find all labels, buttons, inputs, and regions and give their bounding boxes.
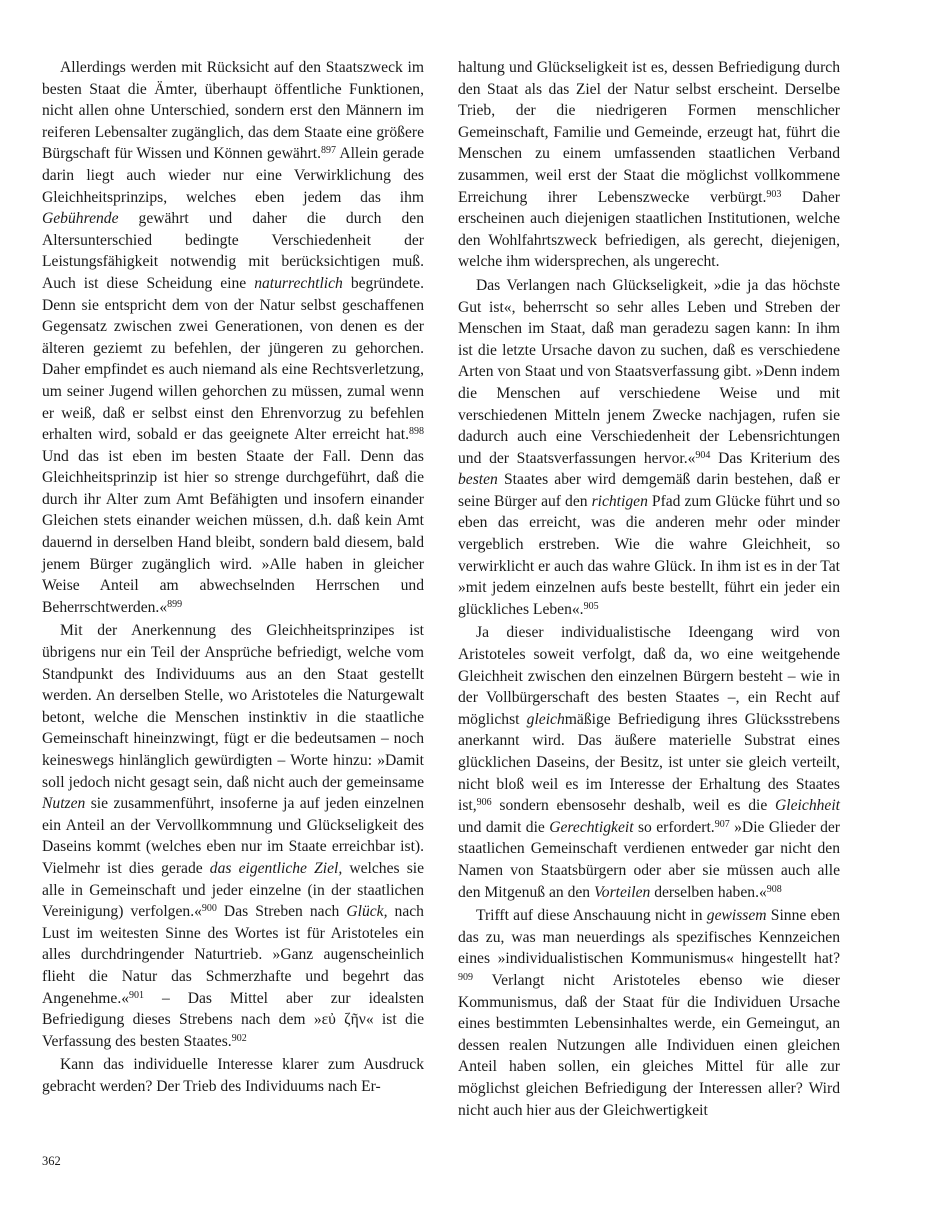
paragraph xyxy=(458,622,840,903)
emphasized-text: richtigen xyxy=(591,492,648,510)
paragraph xyxy=(42,1054,424,1097)
text-run: haltung und Glückseligkeit ist es, dessen Befriedigung durch den Staat als das Ziel der Natur selbst erscheint. Derselbe Trieb, der die niedrigeren Formen menschlicher Gemeinschaft, Familie und Gemeinde, erzeugt hat, führt die Menschen zu einem umfassenden staatlichen Verband zusammen, weil erst der Staat die möglichst vollkommene Erreichung ihrer Lebenszwecke verbürgt. xyxy=(458,59,840,206)
footnote-marker: 902 xyxy=(231,1032,247,1044)
emphasized-text: gewissem xyxy=(706,907,767,925)
text-run: Das Streben nach xyxy=(216,903,347,921)
emphasized-text: das eigentliche Ziel, xyxy=(209,859,343,877)
footnote-marker: 905 xyxy=(583,600,599,612)
text-run: begründete. Denn sie entspricht dem von der Natur selbst geschaffenen Gegensatz zwischen zwei Generationen, von denen es der älteren geziemt zu befehlen, der jüngeren zu gehorchen. Daher empfindet es auch niemand als eine Rechtsverletzung, um seiner Jugend willen gehorchen zu müssen, zumal wenn er weiß, daß er selbst einst den Ehrenvorzug zu befehlen erhalten wird, sobald er das geeignete Alter erreicht hat. xyxy=(42,274,424,444)
left-text-column xyxy=(42,57,424,1098)
text-run: Staates aber wird demgemäß darin bestehen, daß er seine Bürger auf den xyxy=(458,471,840,510)
text-run: so erfordert. xyxy=(633,818,715,836)
emphasized-text: Vorteilen xyxy=(593,883,651,901)
text-run: mäßige Befriedigung ihres Glücksstrebens anerkannt wird. Das äußere materielle Substrat eines glücklichen Daseins, der Besitz, ist unter sie gleich verteilt, nicht bloß weil es im Interesse der Erhaltung des Staates ist, xyxy=(458,710,841,815)
emphasized-text: Gleichheit xyxy=(775,797,840,815)
footnote-marker: 901 xyxy=(129,989,145,1001)
text-run: nach Lust im weitesten Sinne des Wortes ist für Aristoteles ein alles durchdringender Naturtrieb. »Ganz augenscheinlich flieht die Natur das Schmerzhafte und begehrt das Angenehme.« xyxy=(42,903,424,1007)
emphasized-text: gleich xyxy=(526,710,565,728)
text-run: Das Kriterium des xyxy=(710,449,840,467)
footnote-marker: 904 xyxy=(695,449,711,461)
text-run: welches sie alle in Gemeinschaft und jeder einzelne (in der staatlichen Vereinigung) verfolgen.« xyxy=(42,859,425,921)
footnote-marker: 907 xyxy=(714,818,730,830)
text-run: Das Verlangen nach Glückseligkeit, »die ja das höchste Gut ist«, beherrscht so sehr alles Leben und Streben der Menschen im Staat, daß man geradezu sagen kann: In ihm ist die letzte Ursache davon zu suchen, daß es verschiedene Arten von Staat und von Staatsverfassung gibt. »Denn indem die Menschen auf verschiedene Weise und mit verschiedenen Mitteln jenem Zwecke nachjagen, rufen sie dadurch auch eine Verschiedenheit der Lebensrichtungen und der Staatsverfassungen hervor.« xyxy=(458,276,840,467)
text-run: und damit die xyxy=(458,818,550,836)
emphasized-text: Nutzen xyxy=(42,795,86,813)
text-run: Ja dieser individualistische Ideengang wird von Aristoteles soweit verfolgt, daß da, wo eine weitgehende Gleichheit zwischen den einzelnen Bürgern besteht – wie in der Vollbürgerschaft des besten Staates –, ein Recht auf möglichst xyxy=(458,624,840,728)
text-run: Sinne eben das zu, was man neuerdings als spezifisches Kennzeichen eines »individualistischen Kommunismus« hingestellt hat? xyxy=(458,907,840,968)
text-run: – Das Mittel aber zur idealsten Befriedigung dieses Strebens nach dem »εὐ ζῆν« ist die Verfassung des besten Staates. xyxy=(42,989,424,1050)
footnote-marker: 900 xyxy=(201,903,217,915)
footnote-marker: 899 xyxy=(167,598,183,610)
footnote-marker: 909 xyxy=(458,971,473,983)
text-run: Mit der Anerkennung des Gleichheitsprinzipes ist übrigens nur ein Teil der Ansprüche befriedigt, welche vom Standpunkt des Individuums aus an den Staat gestellt werden. An derselben Stelle, wo Aristoteles die Naturgewalt betont, welche die Menschen instinktiv in die staatliche Gemeinschaft hineinzwingt, fügt er die bedeutsamen – noch keineswegs hinlänglich gewürdigten – Worte hinzu: »Damit soll jedoch nicht gesagt sein, daß nicht auch der gemeinsame xyxy=(42,622,424,791)
text-run: Pfad zum Glücke führt und so eben das erreicht, was die anderen mehr oder minder vergeblich erstreben. Wie die wahre Gleichheit, so verwirklicht er auch das wahre Glück. In ihm ist es in der Tat »mit jedem einzelnen aufs beste bestellt, führt ein jeder ein glückliches Leben«. xyxy=(458,492,840,618)
text-run: sie zusammenführt, insoferne ja auf jeden einzelnen ein Anteil an der Vervollkommnung und Glückseligkeit des Daseins kommt (welches eben nur im Staate erreichbar ist). Vielmehr ist dies gerade xyxy=(42,795,424,877)
footnote-marker: 897 xyxy=(321,145,337,157)
footnote-marker: 908 xyxy=(766,883,782,895)
paragraph xyxy=(458,905,840,1121)
footnote-marker: 906 xyxy=(476,797,492,809)
paragraph-continuation xyxy=(458,57,840,273)
text-run: »Die Glieder der staatlichen Gemeinschaft verdienen entweder gar nicht den Namen von Staatsbürgern oder aber sie müssen auch alle den Mitgenuß an den xyxy=(458,818,840,901)
paragraph xyxy=(42,620,424,1052)
right-text-column xyxy=(458,57,840,1121)
paragraph xyxy=(42,57,424,618)
text-run: Daher erscheinen auch diejenigen staatlichen Institutionen, welche den Wohlfahrtszweck befriedigen, als gerecht, diejenigen, welche ihm widersprechen, als ungerecht. xyxy=(458,188,840,271)
emphasized-text: besten xyxy=(458,471,498,489)
paragraph xyxy=(458,275,840,621)
text-run: Trifft auf diese Anschauung nicht in xyxy=(476,907,707,925)
text-run: derselben haben.« xyxy=(650,883,767,901)
text-run: Und das ist eben im besten Staate der Fall. Denn das Gleichheitsprinzip ist hier so strenge durchgeführt, daß die durch ihr Alter zum Amt Befähigten und insofern einander Gleichen stets einander weichen müssen, d.h. daß kein Amt dauernd in derselben Hand bleibt, sondern bald diesem, bald jenem Bürger zugänglich wird. »Alle haben in gleicher Weise Anteil am abwechselnden Herrschen und Beherrschtwerden.« xyxy=(42,447,424,616)
text-run: Allein gerade darin liegt auch wieder nur eine Verwirklichung des Gleichheitsprinzips, welches eben jedem das ihm xyxy=(42,145,425,206)
emphasized-text: naturrechtlich xyxy=(254,274,343,292)
page-number: 362 xyxy=(42,1154,61,1168)
footnote-marker: 903 xyxy=(766,188,782,200)
emphasized-text: Gerechtigkeit xyxy=(549,818,634,836)
text-run: sondern ebensosehr deshalb, weil es die xyxy=(491,797,776,815)
text-run: Verlangt nicht Aristoteles ebenso wie dieser Kommunismus, daß der Staat für die Individuen Ursache eines bestimmten Lebensinhaltes werde, ein Gemeingut, an dessen realen Nutzungen alle Individuen einen gleichen Anteil haben sollen, ein gleiches Mittel für alle zur möglichst gleichen Befriedigung der Interessen aller? Wird nicht auch hier aus der Gleichwertigkeit xyxy=(458,971,840,1119)
text-run: Kann das individuelle Interesse klarer zum Ausdruck gebracht werden? Der Trieb des Individuums nach Er- xyxy=(42,1056,424,1095)
emphasized-text: Glück, xyxy=(346,903,388,921)
text-run: Allerdings werden mit Rücksicht auf den Staatszweck im besten Staat die Ämter, überhaupt öffentliche Funktionen, nicht allen ohne Unterschied, sondern erst den Männern im reiferen Lebensalter zugänglich, das dem Staate eine größere Bürgschaft für Wissen und Können gewährt. xyxy=(42,59,424,163)
emphasized-text: Gebührende xyxy=(42,210,119,228)
text-run: gewährt und daher die durch den Altersunterschied bedingte Verschiedenheit der Leistungsfähigkeit notwendig mit berücksichtigen muß. Auch ist diese Scheidung eine xyxy=(42,210,424,292)
footnote-marker: 898 xyxy=(409,426,424,438)
